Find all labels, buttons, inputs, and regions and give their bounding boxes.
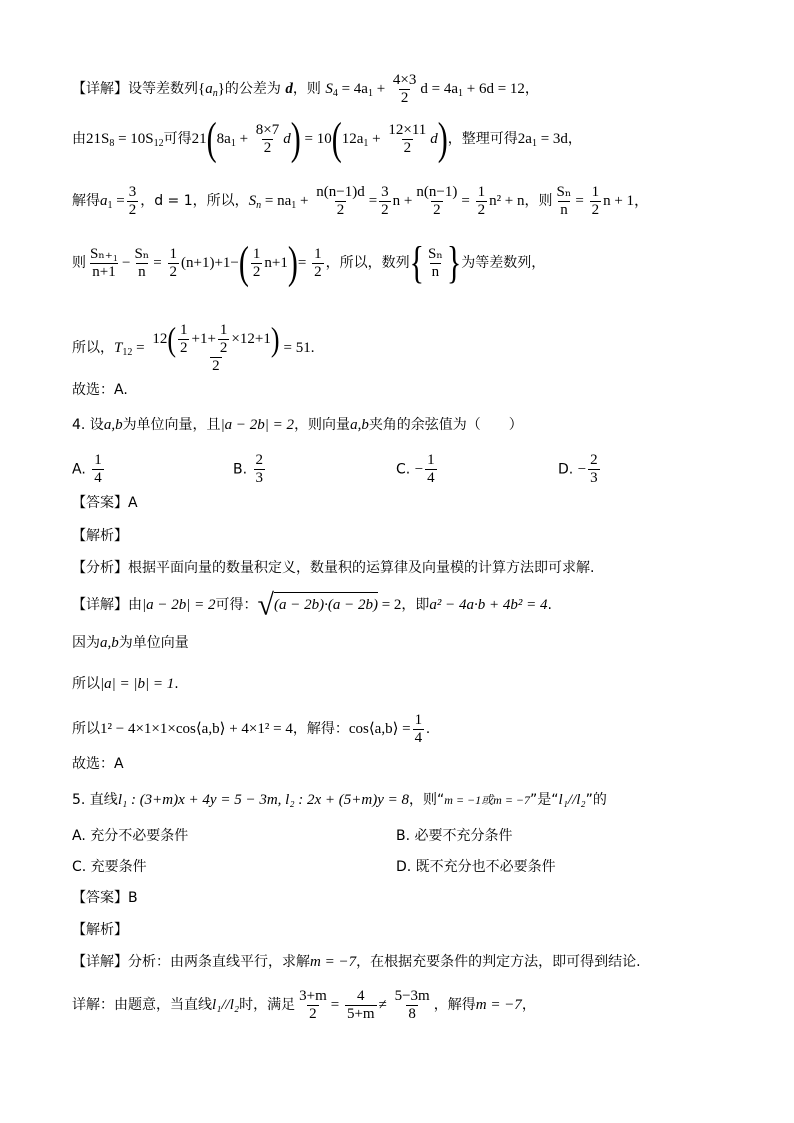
q4-option-a: A. $\frac{1}{4}$ xyxy=(72,452,102,486)
q4-final: 故选：A xyxy=(72,756,124,772)
q4-detail-4: 所以1² − 4×1×1×cos⟨a,b⟩ + 4×1² = 4，解得：cos⟨a,b⟩ = $\frac{1}{4}$ . xyxy=(72,712,430,746)
q4-detail-2: 因为a,b为单位向量 xyxy=(72,635,189,651)
q5-option-b: B. 必要不充分条件 xyxy=(396,828,513,844)
q4-stem: 4. 设a,b为单位向量，且|a − 2b| = 2，则向量a,b夹角的余弦值为（ ） xyxy=(72,417,523,433)
q5-detail-2: 详解：由题意，当直线l₁//l₂时，满足 $\frac{3+m}{2}$ = $\frac{4}{5+m}$ ≠ $\frac{5-3m}{8}$ ，解得m = −7， xyxy=(72,988,536,1022)
q3-line-5: 所以，$T_{12}$ = 12( $\frac{1}{2}$ +1+ $\frac{1}{2}$ ×12+1) 2 = 51. xyxy=(72,320,315,374)
q3-answer: 故选：A. xyxy=(72,382,128,398)
seq-braces: $\{a_n\}$ xyxy=(198,80,225,99)
q4-detail-1: 【详解】由|a − 2b| = 2可得：√(a − 2b)·(a − 2b) = 2，即a² − 4a·b + 4b² = 4. xyxy=(72,588,552,622)
q4-option-b: B. $\frac{2}{3}$ xyxy=(233,452,264,486)
q3-line-3: 解得$a_1$ = $\frac{3}{2}$ ，d = 1，所以，$S_n = na_1$ + $\frac{n(n-1)d}{2}$ = $\frac{3}{2}$ n + $\frac{n(n-1)}{2}$ = $\frac{1}{2}$ n² + n，则 $\frac{\text{Sₙ}}{n}$ = $\frac{1}{2}$ n + 1， xyxy=(72,184,650,218)
q3-line-2: 由$21S_8 = 10S_{12}$可得$21(8a_1$ + $\frac{8\times 7}{2}$ $d) = 10(12a_1$ + $\frac{12\times 11}{2}$ d)，整理可得$2a_1 = 3d$， xyxy=(72,114,582,164)
q4-analysis-heading: 【解析】 xyxy=(72,528,128,544)
q5-option-a: A. 充分不必要条件 xyxy=(72,828,189,844)
q4-answer: 【答案】A xyxy=(72,495,138,511)
frac-4x3-2: $\frac{4\times 3}{2}$ xyxy=(392,72,417,106)
q4-option-d: D. − $\frac{2}{3}$ xyxy=(558,452,598,486)
q5-analysis-heading: 【解析】 xyxy=(72,922,128,938)
q5-option-c: C. 充要条件 xyxy=(72,859,147,875)
q5-stem: 5. 直线l₁ : (3+m)x + 4y = 5 − 3m, l₂ : 2x + (5+m)y = 8，则“m = −1或m = −7”是“l₁//l₂”的 xyxy=(72,792,607,808)
q4-fenxi: 【分析】根据平面向量的数量积定义，数量积的运算律及向量模的计算方法即可求解. xyxy=(72,560,595,576)
q5-answer: 【答案】B xyxy=(72,890,138,906)
q5-option-d: D. 既不充分也不必要条件 xyxy=(396,859,556,875)
q5-detail-1: 【详解】分析：由两条直线平行，求解m = −7，在根据充要条件的判定方法，即可得到结论. xyxy=(72,954,641,970)
q3-line-1: 【详解】设等差数列$\{a_n\}$的公差为 d，则 $S_4 = 4a_1$ + $\frac{4\times 3}{2}$ $d = 4a_1 + 6d = 12$， xyxy=(72,72,539,106)
q4-option-c: C. − $\frac{1}{4}$ xyxy=(396,452,435,486)
q3-line-4: 则 $\frac{\text{Sₙ₊₁}}{n+1}$ − $\frac{\text{Sₙ}}{n}$ = $\frac{1}{2}$ (n+1)+1−( $\frac{1}{2}$ n+1)= $\frac{1}{2}$ ，所以，数列{ $\frac{\text{Sₙ}}{n}$ }为等差数列， xyxy=(72,238,546,288)
q4-detail-3: 所以|a| = |b| = 1. xyxy=(72,676,179,692)
q3-lead: 【详解】设等差数列 xyxy=(72,80,198,97)
